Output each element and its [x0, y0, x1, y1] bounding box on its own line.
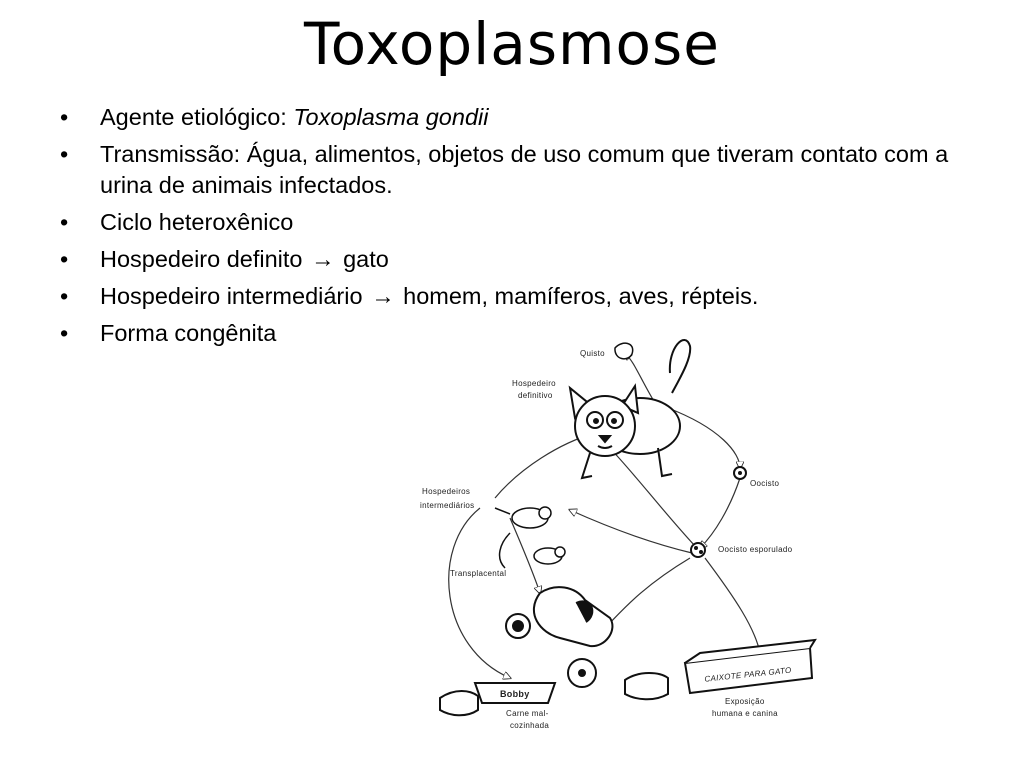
- bullet-dot: •: [60, 283, 69, 309]
- oocyst-label: Oocisto: [750, 479, 780, 488]
- toxoplasma-life-cycle-diagram: [400, 318, 840, 738]
- litter-box-illustration: [685, 640, 815, 693]
- slide-title: Toxoplasmose: [304, 10, 720, 78]
- bullet-text: Forma congênita: [100, 320, 277, 346]
- bullet-dot: •: [60, 246, 69, 272]
- dog-bowl-illustration: [475, 683, 555, 703]
- oocyst-marker: [734, 467, 746, 479]
- arrow-sporulated-to-litterbox: [705, 558, 760, 653]
- bullet-item: [58, 102, 988, 133]
- dog-illustration: [506, 587, 612, 687]
- rodents-illustration: [495, 507, 565, 568]
- bullet-text: homem, mamíferos, aves, répteis.: [403, 283, 759, 309]
- undercooked-meat-label: Carne mal-: [506, 709, 549, 718]
- bullet-text: Ciclo heteroxênico: [100, 209, 294, 235]
- bullet-item: [58, 139, 988, 201]
- cyst-marker: [615, 343, 633, 359]
- bullet-italic-text: Toxoplasma gondii: [293, 104, 489, 130]
- sporulated-oocyst-marker: [691, 543, 705, 557]
- arrow-sporulated-to-rodents: [570, 510, 692, 553]
- bullet-item: [58, 207, 988, 238]
- bullet-dot: •: [60, 209, 69, 235]
- bullet-dot: •: [60, 320, 69, 346]
- arrow-sporulated-to-dog: [605, 558, 690, 628]
- bullet-text: Agente etiológico:: [100, 104, 294, 130]
- bullet-dot: •: [60, 104, 69, 130]
- intermediate-hosts-label: intermediários: [420, 501, 475, 510]
- arrow-oocyst-to-sporulated: [700, 478, 740, 548]
- exposure-label: Exposição: [725, 697, 765, 706]
- sporulated-oocyst-label: Oocisto esporulado: [718, 545, 793, 554]
- bullet-item: [58, 281, 988, 312]
- intermediate-hosts-label: Hospedeiros: [422, 487, 471, 496]
- definitive-host-label: Hospedeiro: [512, 379, 556, 388]
- bowl-name-label: Bobby: [500, 689, 530, 699]
- undercooked-meat-label: cozinhada: [510, 721, 550, 730]
- arrow-rodents-to-dog: [449, 508, 510, 678]
- definitive-host-label: definitivo: [518, 391, 553, 400]
- transplacental-label: Transplacental: [450, 569, 507, 578]
- hand-icon: [440, 673, 668, 715]
- bullet-dot: •: [60, 141, 69, 167]
- litter-box-label: CAIXOTE PARA GATO: [703, 665, 792, 684]
- exposure-label: humana e canina: [712, 709, 778, 718]
- quisto-label: Quisto: [580, 349, 605, 358]
- bullet-text: gato: [343, 246, 389, 272]
- bullet-item: [58, 244, 988, 275]
- bullet-text: Hospedeiro definito: [100, 246, 303, 272]
- right-arrow-icon: →: [371, 283, 395, 309]
- right-arrow-icon: →: [311, 246, 335, 272]
- bullet-text: Hospedeiro intermediário: [100, 283, 363, 309]
- cat-illustration: [570, 340, 690, 478]
- bullet-text: Transmissão: Água, alimentos, objetos de uso comum que tiveram contato com a urina de animais infectados.: [100, 141, 949, 198]
